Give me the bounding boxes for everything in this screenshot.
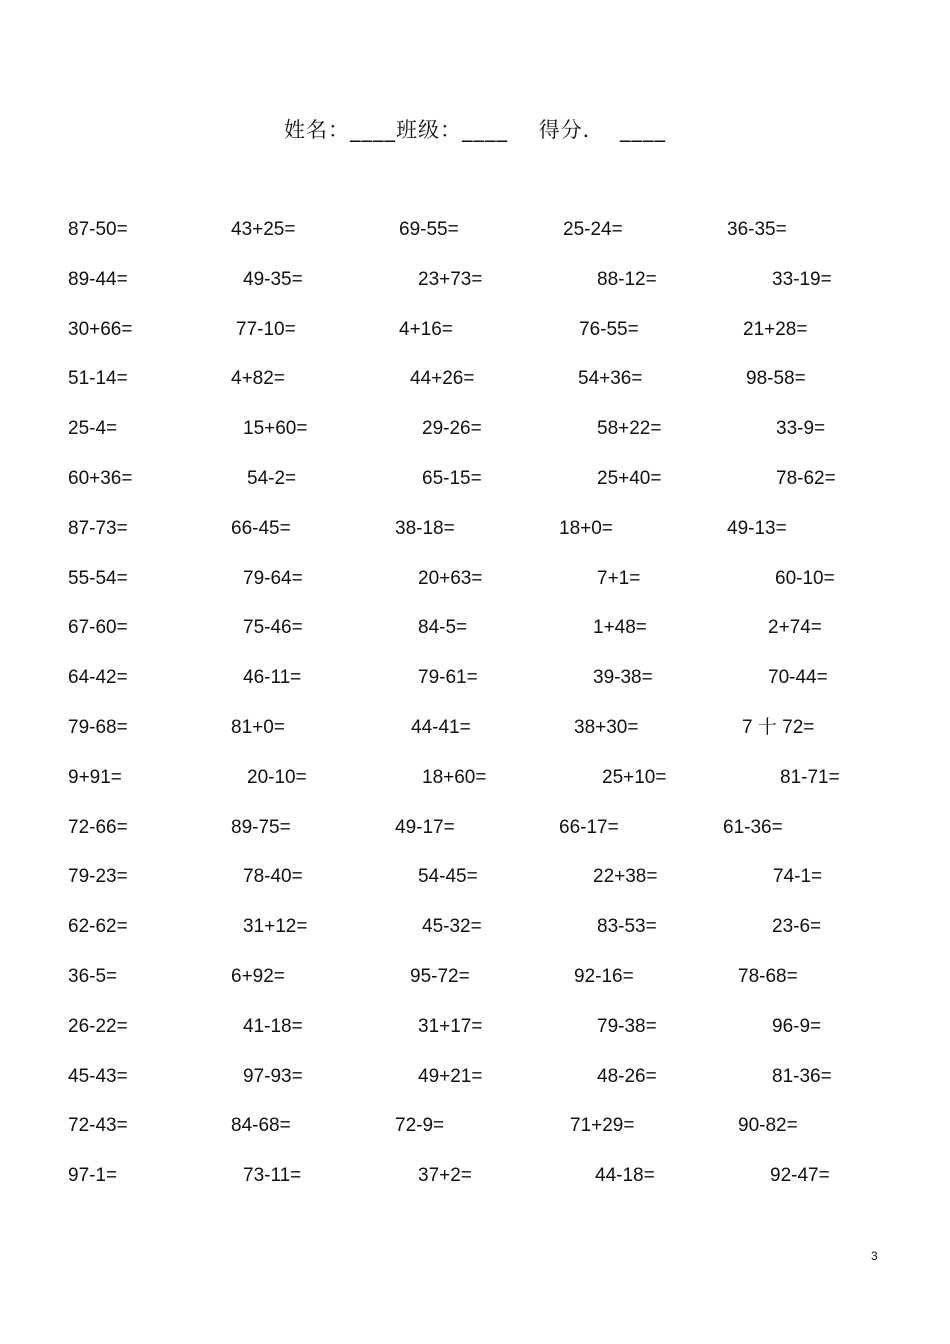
math-problem: 60+36= <box>68 468 133 489</box>
page-number: 3 <box>871 1249 878 1263</box>
math-problem: 22+38= <box>593 866 658 888</box>
class-label: 班级： <box>395 118 462 142</box>
math-problem: 95-72= <box>410 966 470 987</box>
math-problem: 6+92= <box>231 966 285 987</box>
math-problem: 72-43= <box>68 1115 128 1137</box>
math-problem: 49+21= <box>418 1065 483 1087</box>
math-problem: 30+66= <box>68 318 133 340</box>
math-problem: 39-38= <box>593 667 653 689</box>
math-problem: 78-68= <box>738 966 798 987</box>
math-problem: 75-46= <box>243 617 303 639</box>
math-problem: 90-82= <box>738 1115 798 1137</box>
math-problem: 44+26= <box>410 368 475 390</box>
math-problem: 21+28= <box>743 318 808 340</box>
math-problem: 51-14= <box>68 368 128 390</box>
math-problem: 69-55= <box>399 219 459 240</box>
math-problem: 1+48= <box>593 617 647 639</box>
math-problem: 23-6= <box>772 916 822 938</box>
math-problem: 79-61= <box>418 667 478 689</box>
math-problem: 67-60= <box>68 617 128 639</box>
name-label: 姓名： <box>283 118 350 142</box>
math-problem: 25-24= <box>563 219 623 240</box>
math-problem: 78-40= <box>243 866 303 888</box>
math-problem: 45-32= <box>422 916 482 938</box>
math-problem: 87-50= <box>68 219 128 240</box>
math-problem: 81-71= <box>780 766 840 788</box>
math-problem: 25+10= <box>602 766 667 788</box>
math-problem: 7+1= <box>597 567 641 589</box>
math-problem: 89-44= <box>68 268 128 290</box>
math-problem: 54-2= <box>247 468 297 489</box>
math-problem: 87-73= <box>68 517 128 539</box>
math-problem: 23+73= <box>418 268 483 290</box>
math-problem: 41-18= <box>243 1015 303 1037</box>
math-problem: 29-26= <box>422 418 482 440</box>
math-problem: 79-68= <box>68 717 128 738</box>
math-problem: 66-45= <box>231 517 291 539</box>
math-problem: 33-9= <box>776 418 826 440</box>
math-problem: 9+91= <box>68 766 122 788</box>
math-problem: 18+0= <box>559 517 613 539</box>
math-problem: 38-18= <box>395 517 455 539</box>
math-problem: 81-36= <box>772 1065 832 1087</box>
math-problem: 79-38= <box>597 1015 657 1037</box>
math-problem: 74-1= <box>773 866 823 888</box>
math-problem: 4+82= <box>231 368 285 390</box>
math-problem: 66-17= <box>559 816 619 838</box>
score-label: 得分． <box>538 118 605 142</box>
math-problem: 44-41= <box>411 717 471 738</box>
math-problem: 60-10= <box>775 567 835 589</box>
math-problem: 45-43= <box>68 1065 128 1087</box>
math-problem: 4+16= <box>399 318 453 340</box>
math-problem: 78-62= <box>776 468 836 489</box>
math-problem: 77-10= <box>236 318 296 340</box>
math-problem: 49-17= <box>395 816 455 838</box>
math-problem: 73-11= <box>243 1165 302 1187</box>
math-problem: 83-53= <box>597 916 657 938</box>
score-blank: ____ <box>620 118 667 142</box>
math-problem: 96-9= <box>772 1015 822 1037</box>
math-problem: 33-19= <box>772 268 832 290</box>
math-problem: 70-44= <box>768 667 828 689</box>
math-problem: 54-45= <box>418 866 478 888</box>
math-problem: 71+29= <box>570 1115 635 1137</box>
math-problem: 97-1= <box>68 1165 118 1187</box>
math-problem: 84-68= <box>231 1115 291 1137</box>
math-problem: 18+60= <box>422 766 487 788</box>
math-problem: 36-5= <box>68 966 118 987</box>
math-problem: 49-13= <box>727 517 787 539</box>
math-problem: 61-36= <box>723 816 783 838</box>
math-problem: 65-15= <box>422 468 482 489</box>
math-problem: 84-5= <box>418 617 468 639</box>
math-problem: 26-22= <box>68 1015 128 1037</box>
math-problem: 7 十 72= <box>742 717 815 738</box>
name-blank: ____ <box>349 118 396 142</box>
math-problem: 48-26= <box>597 1065 657 1087</box>
math-problem: 98-58= <box>746 368 806 390</box>
math-problem: 2+74= <box>768 617 822 639</box>
class-blank: ____ <box>461 118 508 142</box>
math-problem: 38+30= <box>574 717 639 738</box>
math-problem: 88-12= <box>597 268 657 290</box>
math-problem: 37+2= <box>418 1165 472 1187</box>
math-problem: 79-23= <box>68 866 128 888</box>
math-problem: 31+12= <box>243 916 308 938</box>
math-problem: 58+22= <box>597 418 662 440</box>
math-problem: 36-35= <box>727 219 787 240</box>
math-problem: 44-18= <box>595 1165 655 1187</box>
math-problem: 15+60= <box>243 418 308 440</box>
math-problem: 46-11= <box>243 667 302 689</box>
math-problem: 62-62= <box>68 916 128 938</box>
math-problem: 72-9= <box>395 1115 445 1137</box>
math-problem: 55-54= <box>68 567 128 589</box>
math-problem: 92-16= <box>574 966 634 987</box>
math-problem: 64-42= <box>68 667 128 689</box>
math-problem: 49-35= <box>243 268 303 290</box>
math-problem: 97-93= <box>243 1065 303 1087</box>
math-problem: 92-47= <box>770 1165 830 1187</box>
math-problem: 25-4= <box>68 418 118 440</box>
math-problem: 72-66= <box>68 816 128 838</box>
math-problem: 20-10= <box>247 766 307 788</box>
math-problem: 89-75= <box>231 816 291 838</box>
math-problem: 79-64= <box>243 567 303 589</box>
math-problem: 25+40= <box>597 468 662 489</box>
math-problem: 20+63= <box>418 567 483 589</box>
math-problem: 76-55= <box>579 318 639 340</box>
math-problem: 31+17= <box>418 1015 483 1037</box>
math-problem: 43+25= <box>231 219 296 240</box>
math-problem: 54+36= <box>578 368 643 390</box>
math-problem: 81+0= <box>231 717 285 738</box>
